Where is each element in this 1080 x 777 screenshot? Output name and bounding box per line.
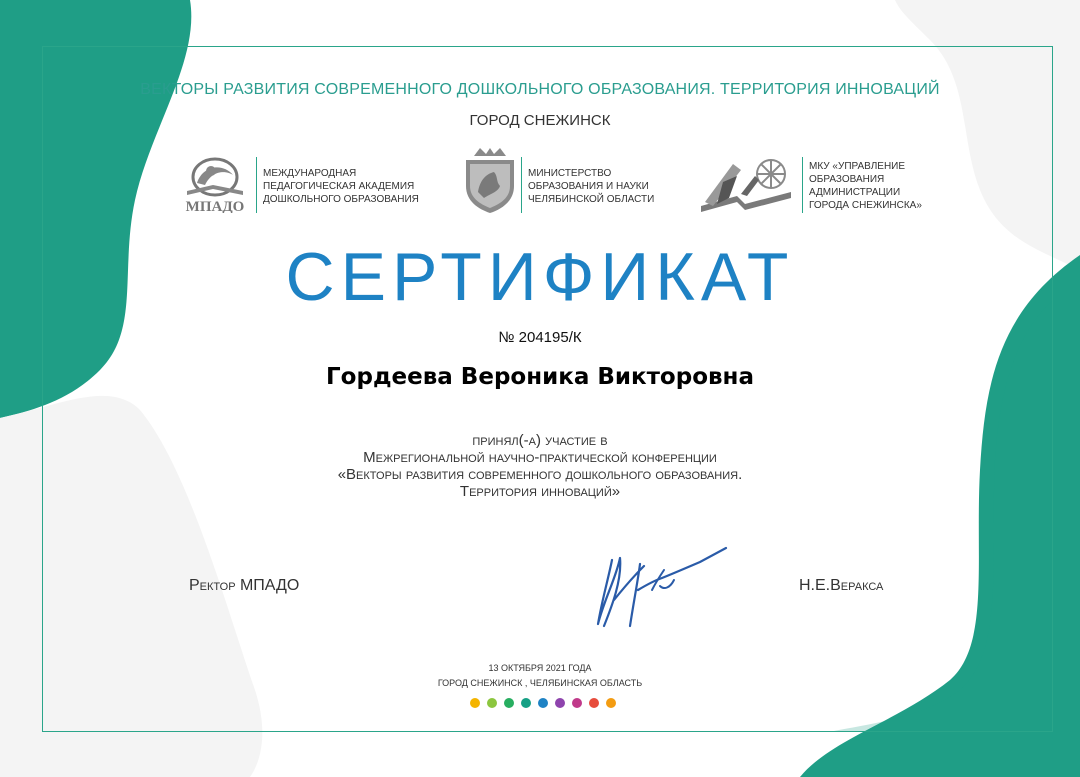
signatory-name: Н.Е.Веракса — [799, 577, 884, 594]
org-ministry-name: МИНИСТЕРСТВО ОБРАЗОВАНИЯ И НАУКИ ЧЕЛЯБИНСКОЙ ОБЛАСТИ — [528, 168, 655, 205]
org-snezhinsk-name: МКУ «УПРАВЛЕНИЕ ОБРАЗОВАНИЯ АДМИНИСТРАЦИИ ГОРОДА СНЕЖИНСКА» — [809, 161, 922, 211]
color-dot — [470, 698, 480, 708]
color-dot — [589, 698, 599, 708]
org-mpado-name: МЕЖДУНАРОДНАЯ ПЕДАГОГИЧЕСКАЯ АКАДЕМИЯ ДОШКОЛЬНОГО ОБРАЗОВАНИЯ — [263, 168, 419, 205]
certificate-number: № 204195/К — [498, 329, 582, 346]
mpado-logo-text: МПАДО — [185, 199, 245, 213]
event-title: ВЕКТОРЫ РАЗВИТИЯ СОВРЕМЕННОГО ДОШКОЛЬНОГО ОБРАЗОВАНИЯ. ТЕРРИТОРИЯ ИННОВАЦИЙ — [140, 81, 940, 98]
certificate-title: СЕРТИФИКАТ — [285, 239, 795, 315]
coat-of-arms-icon — [462, 146, 518, 214]
color-dot — [487, 698, 497, 708]
color-dot — [555, 698, 565, 708]
org-divider — [521, 157, 522, 213]
color-dots — [470, 698, 616, 708]
signature-image — [590, 540, 735, 632]
recipient-name: Гордеева Вероника Викторовна — [326, 364, 754, 390]
city-label: ГОРОД СНЕЖИНСК — [469, 112, 611, 129]
participation-text: принял(-а) участие в Межрегиональной научно-практической конференции «Векторы развития современного дошкольного образования. Территория инноваций» — [337, 432, 743, 500]
event-date-place: 13 ОКТЯБРЯ 2021 ГОДА ГОРОД СНЕЖИНСК , ЧЕЛЯБИНСКАЯ ОБЛАСТЬ — [437, 663, 643, 688]
color-dot — [606, 698, 616, 708]
mpado-logo-icon — [183, 155, 247, 213]
color-dot — [538, 698, 548, 708]
org-divider — [802, 157, 803, 213]
org-divider — [256, 157, 257, 213]
snezhinsk-education-logo-icon — [697, 152, 795, 214]
color-dot — [521, 698, 531, 708]
signatory-title: Ректор МПАДО — [189, 577, 300, 594]
color-dot — [572, 698, 582, 708]
color-dot — [504, 698, 514, 708]
